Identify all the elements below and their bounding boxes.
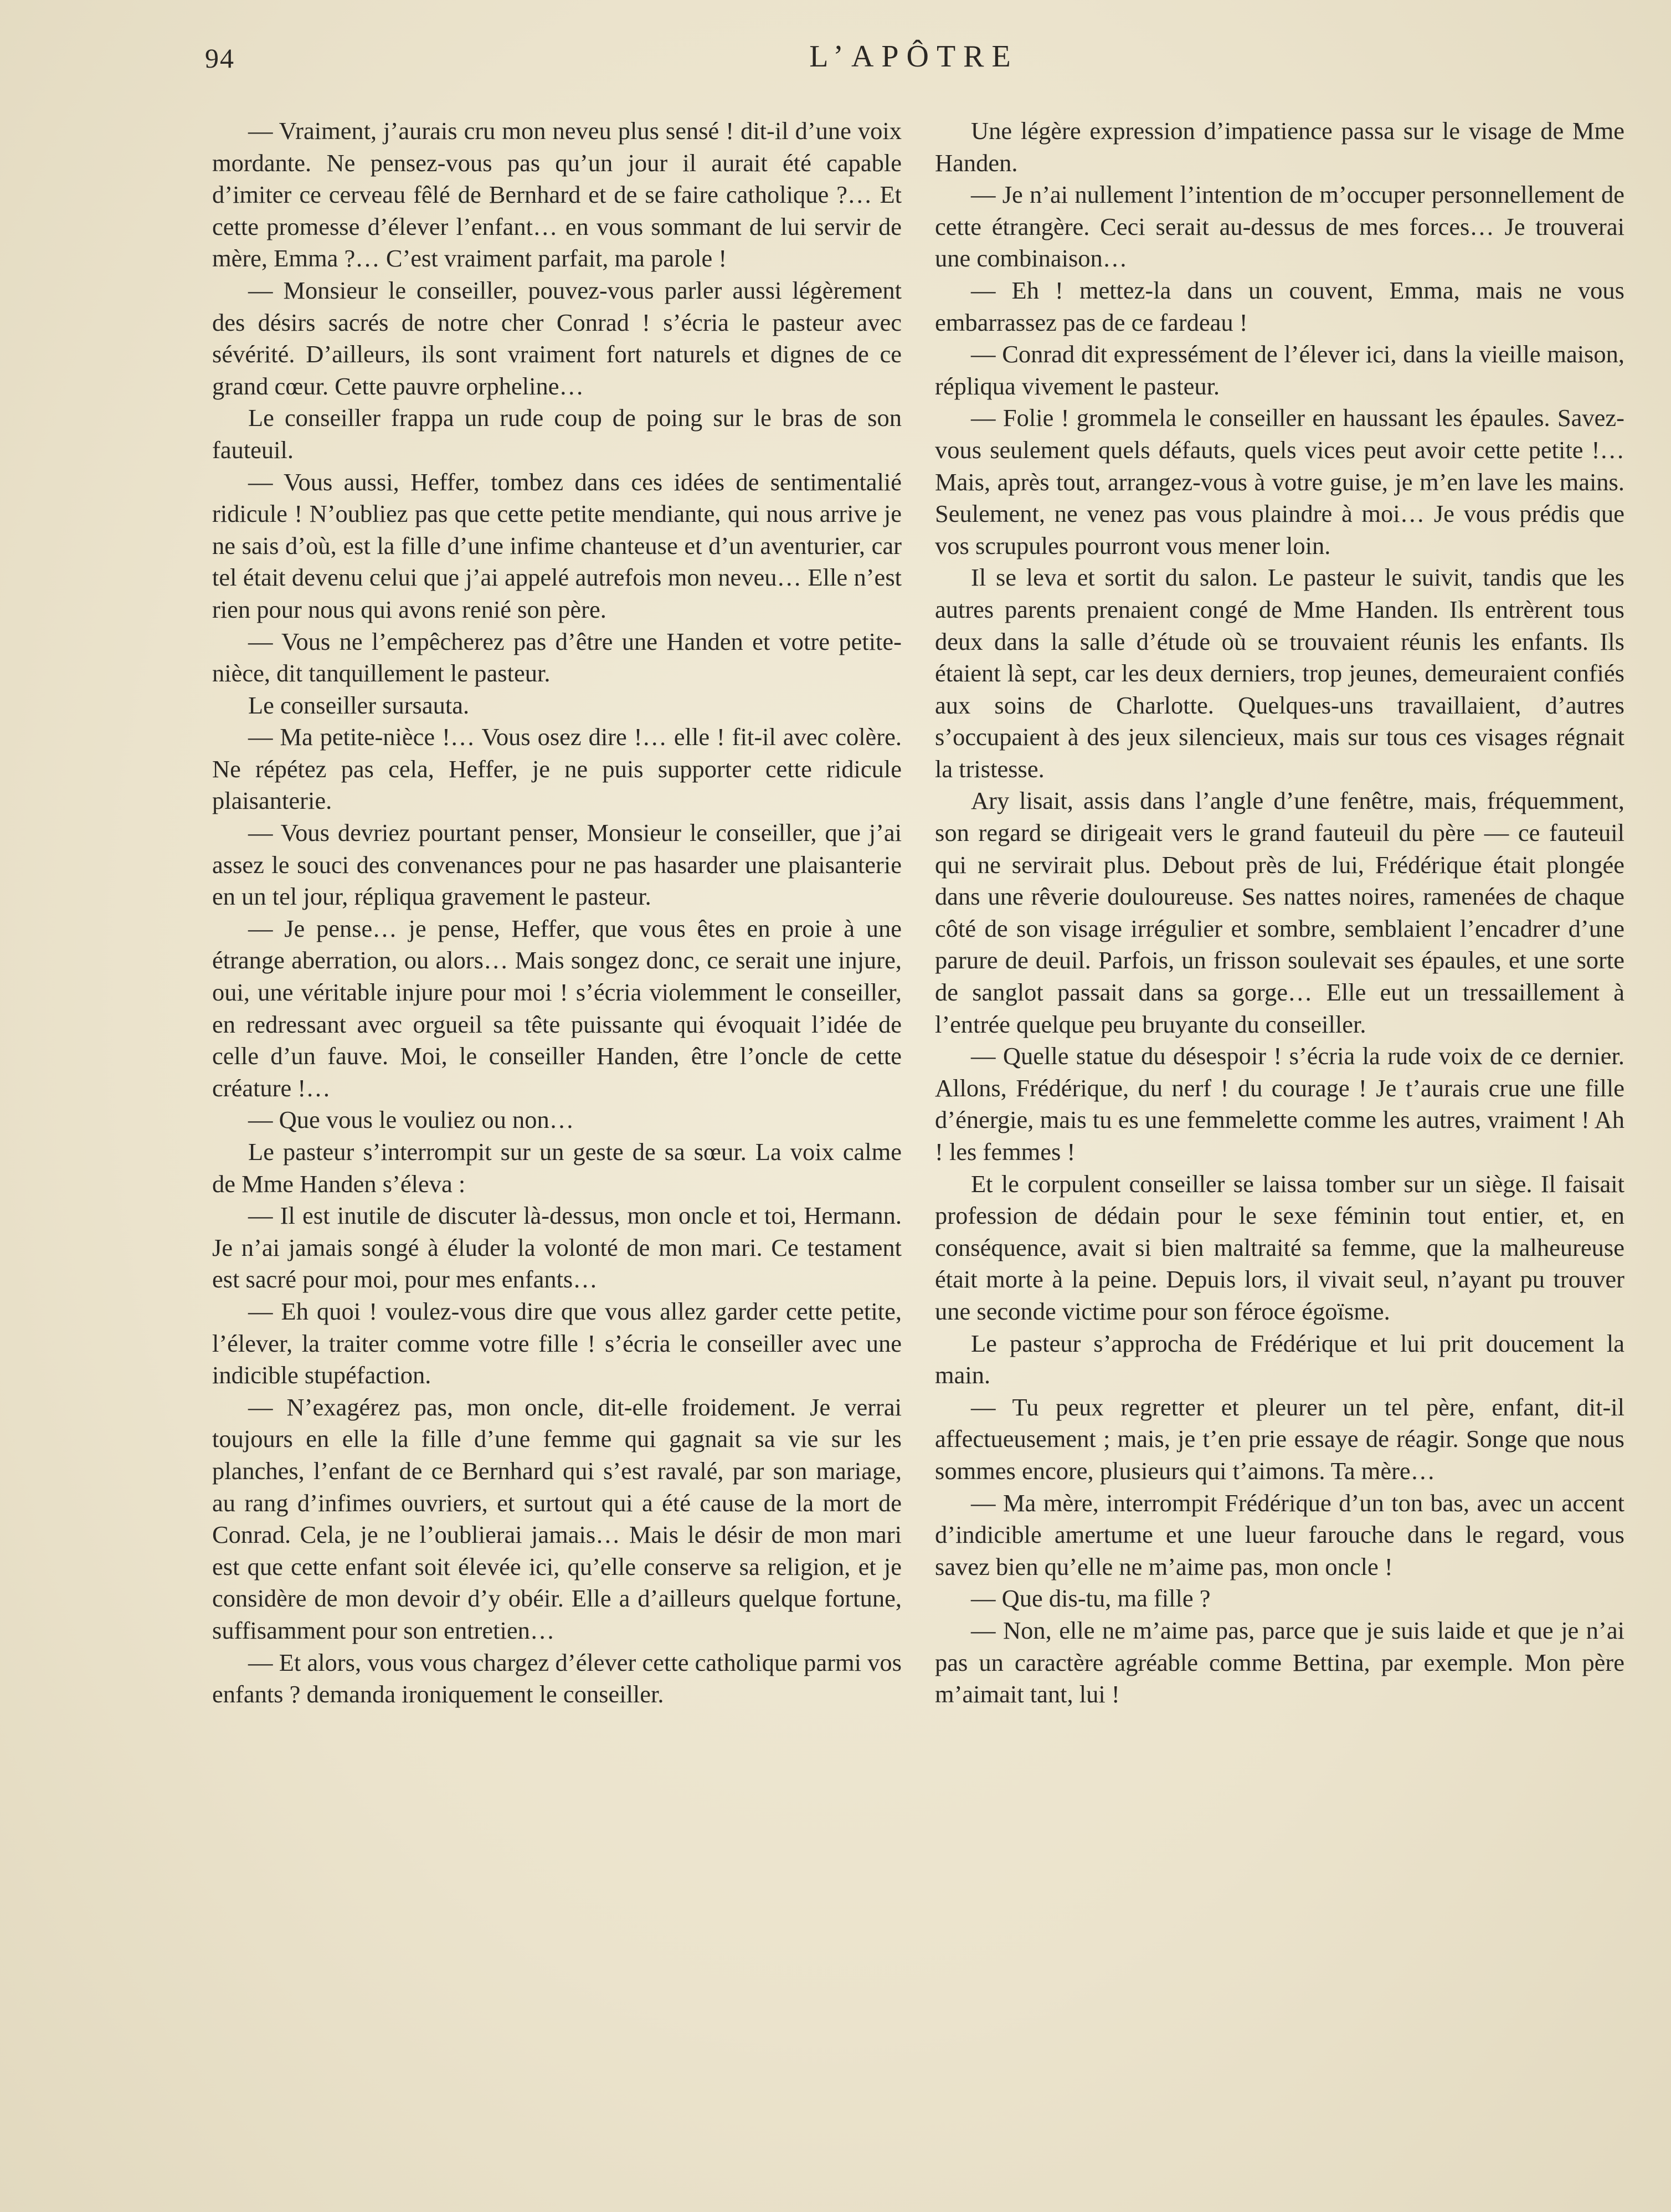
paragraph: — Vraiment, j’aurais cru mon neveu plus sensé ! dit-il d’une voix mordante. Ne pensez-vous pas qu’un jour il aurait été capable d’imiter ce cerveau fêlé de Bernhard et de se faire catholique ?… Et cette promesse d’élever l’enfant… en vous sommant de lui servir de mère, Emma ?… C’est vraiment parfait, ma parole ! [212,117,902,273]
paragraph: — Folie ! grommela le conseiller en haussant les épaules. Savez-vous seulement quels défauts, quels vices peut avoir cette petite !… Mais, après tout, arrangez-vous à votre guise, je m’en lave les mains. Seulement, ne venez pas vous plaindre à moi… Je vous prédis que vos scrupules pourront vous mener loin. [935,404,1624,560]
paragraph: Le conseiller frappa un rude coup de poing sur le bras de son fauteuil. [212,404,902,464]
paragraph: — Je pense… je pense, Heffer, que vous êtes en proie à une étrange aberration, ou alors… Mais songez donc, ce serait une injure, oui, une véritable injure pour moi ! s’écria violemment le conseiller, en redressant avec orgueil sa tête puissante qui évoquait l’idée de celle d’un fauve. Moi, le conseiller Handen, être l’oncle de cette créature !… [212,914,902,1102]
paragraph: — Eh quoi ! voulez-vous dire que vous allez garder cette petite, l’élever, la traiter comme votre fille ! s’écria le conseiller avec une indicible stupéfaction. [212,1297,902,1389]
paragraph: Il se leva et sortit du salon. Le pasteur le suivit, tandis que les autres parents prenaient congé de Mme Handen. Ils entrèrent tous deux dans la salle d’étude où se trouvaient réunis les enfants. Ils étaient là sept, car les deux derniers, trop jeunes, demeuraient confiés aux soins de Charlotte. Quelques-uns travaillaient, d’autres s’occupaient à des jeux silencieux, mais sur tous ces visages régnait la tristesse. [935,563,1624,783]
paragraph: — Et alors, vous vous chargez d’élever cette catholique parmi vos enfants ? demanda ironiquement le conseiller. [212,1648,902,1708]
paragraph: — Non, elle ne m’aime pas, parce que je suis laide et que je n’ai pas un caractère agréable comme Bettina, par exemple. Mon père m’aimait tant, lui ! [935,1616,1624,1708]
paragraph: — Eh ! mettez-la dans un couvent, Emma, mais ne vous embarrassez pas de ce fardeau ! [935,276,1624,336]
right-column [935,115,1624,1711]
paragraph: — Vous ne l’empêcherez pas d’être une Handen et votre petite-nièce, dit tanquillement le pasteur. [212,627,902,687]
page-number: 94 [205,43,235,74]
paragraph: — Tu peux regretter et pleurer un tel père, enfant, dit-il affectueusement ; mais, je t’en prie essaye de réagir. Songe que nous sommes encore, plusieurs qui t’aimons. Ta mère… [935,1393,1624,1485]
paragraph: — Conrad dit expressément de l’élever ici, dans la vieille maison, répliqua vivement le pasteur. [935,340,1624,400]
paragraph: — Ma petite-nièce !… Vous osez dire !… elle ! fit-il avec colère. Ne répétez pas cela, Heffer, je ne puis supporter cette ridicule plaisanterie. [212,723,902,815]
paragraph: — Quelle statue du désespoir ! s’écria la rude voix de ce dernier. Allons, Frédérique, du nerf ! du courage ! Je t’aurais crue une fille d’énergie, mais tu es une femmelette comme les autres, vraiment ! Ah ! les femmes ! [935,1042,1624,1166]
left-column [212,115,902,1711]
paragraph: Le pasteur s’interrompit sur un geste de sa sœur. La voix calme de Mme Handen s’éleva : [212,1138,902,1198]
paragraph: — N’exagérez pas, mon oncle, dit-elle froidement. Je verrai toujours en elle la fille d’une femme qui gagnait sa vie sur les planches, l’enfant de ce Bernhard qui s’est ravalé, par son mariage, au rang d’infimes ouvriers, et surtout qui a été cause de la mort de Conrad. Cela, je ne l’oublierai jamais… Mais le désir de mon mari est que cette enfant soit élevée ici, qu’elle conserve sa religion, et je considère de mon devoir d’y obéir. Elle a d’ailleurs quelque fortune, suffisamment pour son entretien… [212,1393,902,1644]
paragraph: Et le corpulent conseiller se laissa tomber sur un siège. Il faisait profession de dédain pour le sexe féminin tout entier, et, en conséquence, avait si bien maltraité sa femme, que la malheureuse était morte à la peine. Depuis lors, il vivait seul, n’ayant pu trouver une seconde victime pour son féroce égoïsme. [935,1169,1624,1325]
paragraph: — Que vous le vouliez ou non… [248,1106,574,1134]
paragraph: Le conseiller sursauta. [248,691,470,719]
paragraph: Ary lisait, assis dans l’angle d’une fenêtre, mais, fréquemment, son regard se dirigeait vers le grand fauteuil du père — ce fauteuil qui ne servirait plus. Debout près de lui, Frédérique était plongée dans une rêverie douloureuse. Ses nattes noires, ramenées de chaque côté de son visage irrégulier et sombre, semblaient l’encadrer d’une parure de deuil. Parfois, un frisson soulevait ses épaules, et une sorte de sanglot passait dans sa gorge… Elle eut un tressaillement à l’entrée quelque peu bruyante du conseiller. [935,787,1624,1038]
page-header [205,39,1623,83]
paragraph: — Il est inutile de discuter là-dessus, mon oncle et toi, Hermann. Je n’ai jamais songé à éluder la volonté de mon mari. Ce testament est sacré pour moi, pour mes enfants… [212,1202,902,1294]
paragraph: — Que dis-tu, ma fille ? [971,1584,1211,1613]
paragraph: Le pasteur s’approcha de Frédérique et lui prit doucement la main. [935,1329,1624,1389]
paragraph: — Ma mère, interrompit Frédérique d’un ton bas, avec un accent d’indicible amertume et une lueur farouche dans le regard, vous savez bien qu’elle ne m’aime pas, mon oncle ! [935,1489,1624,1580]
paragraph: — Vous devriez pourtant penser, Monsieur le conseiller, que j’ai assez le souci des convenances pour ne pas hasarder une plaisanterie en un tel jour, répliqua gravement le pasteur. [212,819,902,911]
running-title: L’APÔTRE [809,39,1019,74]
paragraph: — Je n’ai nullement l’intention de m’occuper personnellement de cette étrangère. Ceci serait au-dessus de mes forces… Je trouverai une combinaison… [935,181,1624,273]
paragraph: Une légère expression d’impatience passa sur le visage de Mme Handen. [935,117,1624,177]
paragraph: — Monsieur le conseiller, pouvez-vous parler aussi légèrement des désirs sacrés de notre cher Conrad ! s’écria le pasteur avec sévérité. D’ailleurs, ils sont vraiment fort naturels et dignes de ce grand cœur. Cette pauvre orpheline… [212,276,902,400]
paragraph: — Vous aussi, Heffer, tombez dans ces idées de sentimentalié ridicule ! N’oubliez pas que cette petite mendiante, qui nous arrive je ne sais d’où, est la fille d’une infime chanteuse et d’un aventurier, car tel était devenu celui que j’ai appelé autrefois mon neveu… Elle n’est rien pour nous qui avons renié son père. [212,468,902,623]
